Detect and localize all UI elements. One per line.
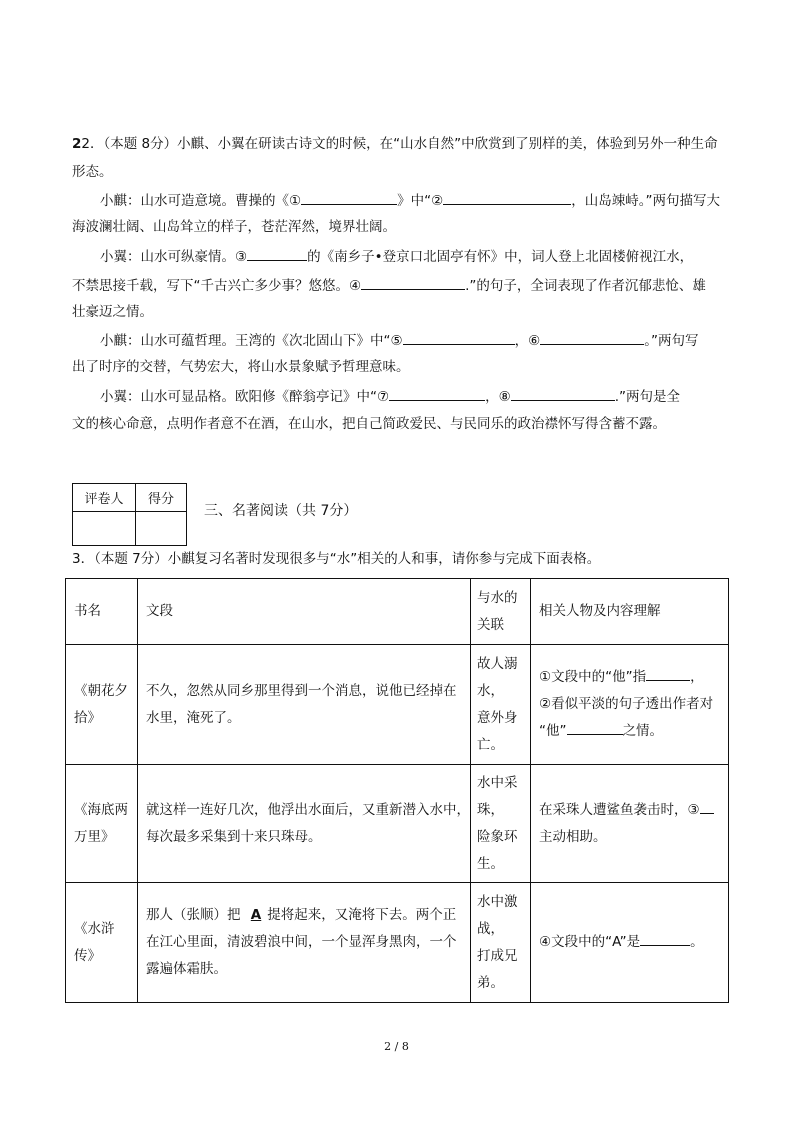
q2-p4b: 文的核心命意，点明作者意不在酒，在山水，把自己简政爱民、与民同乐的政治襟怀写得含蓄不露。 — [72, 416, 666, 432]
header-book: 书名 — [66, 579, 138, 645]
section-3-title: 三、名著阅读（共 7分） — [204, 503, 358, 519]
q2-header: 22．（本题 8分）小麒、小翼在研读古诗文的时候，在“山水自然”中欣赏到了别样的美，体验到另外一种生命 — [72, 136, 718, 152]
blank-5[interactable] — [403, 331, 515, 345]
q2-p2a: 小翼：山水可纵豪情。③ 的《南乡子•登京口北固亭有怀》中，词人登上北固楼俯视江水， — [100, 249, 694, 265]
blank-2[interactable] — [443, 191, 571, 205]
q3-header: 3．（本题 7分）小麒复习名著时发现很多与“水”相关的人和事，请你参与完成下面表格。 — [72, 551, 601, 567]
q2-header2: 形态。 — [72, 164, 113, 180]
book-cell: 《水浒 传》 — [66, 883, 138, 1003]
q2-p4a: 小翼：山水可显品格。欧阳修《醉翁亭记》中“⑦ ，⑧ .”两句是全 — [100, 389, 681, 405]
q2-p1a: 小麒：山水可造意境。曹操的《① 》中“② ，山岛竦峙。”两句描写大 — [100, 193, 720, 209]
q2-p1b: 海波澜壮阔、山岛耸立的样子，苍茫浑然，境界壮阔。 — [72, 219, 396, 235]
q2-header-text: 2．（本题 8分）小麒、小翼在研读古诗文的时候，在“山水自然”中欣赏到了别样的美，体验到另外一种生命 — [81, 136, 718, 152]
blank-8[interactable] — [511, 387, 615, 401]
passage-cell: 那人（张顺）把 A 提将起来，又淹将下去。两个正 在江心里面，清波碧浪中间，一个显浑身黑肉，一个 露遍体霜肤。 — [138, 883, 471, 1003]
understanding-cell: ④文段中的“A”是 。 — [531, 883, 729, 1003]
understanding-cell: ①文段中的“他”指 ， ②看似平淡的句子透出作者对 “他” 之情。 — [531, 645, 729, 765]
score-box-grader-label: 评卷人 — [73, 484, 136, 512]
passage-cell: 不久，忽然从同乡那里得到一个消息，说他已经掉在 水里，淹死了。 — [138, 645, 471, 765]
blank-q3-1[interactable] — [646, 667, 690, 681]
table-row — [66, 883, 729, 1003]
score-box-grader-cell[interactable] — [73, 512, 136, 546]
table-row — [66, 765, 729, 883]
score-box-score-label: 得分 — [136, 484, 187, 512]
blank-q3-3[interactable] — [700, 800, 714, 814]
header-relation: 与水的 关联 — [471, 579, 531, 645]
score-box-score-cell[interactable] — [136, 512, 187, 546]
q2-p2c: 壮豪迈之情。 — [72, 304, 153, 320]
header-passage: 文段 — [138, 579, 471, 645]
blank-q3-4[interactable] — [640, 932, 690, 946]
relation-cell: 水中采 珠， 险象环 生。 — [471, 765, 531, 883]
table-header-row — [66, 579, 729, 645]
relation-cell: 故人溺 水， 意外身 亡。 — [471, 645, 531, 765]
blank-q3-2[interactable] — [567, 721, 623, 735]
q3-table — [65, 578, 729, 1003]
blank-7[interactable] — [389, 387, 485, 401]
blank-4[interactable] — [361, 276, 465, 290]
book-cell: 《海底两 万里》 — [66, 765, 138, 883]
relation-cell: 水中激 战， 打成兄 弟。 — [471, 883, 531, 1003]
book-cell: 《朝花夕 拾》 — [66, 645, 138, 765]
blank-1[interactable] — [301, 191, 397, 205]
blank-3[interactable] — [247, 247, 307, 261]
page-number: 2 / 8 — [384, 1040, 409, 1053]
q2-p3b: 出了时序的交替，气势宏大，将山水景象赋予哲理意味。 — [72, 359, 410, 375]
q2-p2b: 不禁思接千载，写下“千古兴亡多少事？悠悠。④ .”的句子，全词表现了作者沉郁悲怆、雄 — [72, 278, 706, 294]
placeholder-a: A — [250, 907, 262, 923]
score-box — [72, 483, 187, 546]
header-understanding: 相关人物及内容理解 — [531, 579, 729, 645]
q2-p3a: 小麒：山水可蕴哲理。王湾的《次北固山下》中“⑤ ，⑥ 。”两句写 — [100, 333, 699, 349]
blank-6[interactable] — [540, 331, 644, 345]
understanding-cell: 在采珠人遭鲨鱼袭击时，③ 主动相助。 — [531, 765, 729, 883]
table-row — [66, 645, 729, 765]
passage-cell: 就这样一连好几次，他浮出水面后，又重新潜入水中， 每次最多采集到十来只珠母。 — [138, 765, 471, 883]
